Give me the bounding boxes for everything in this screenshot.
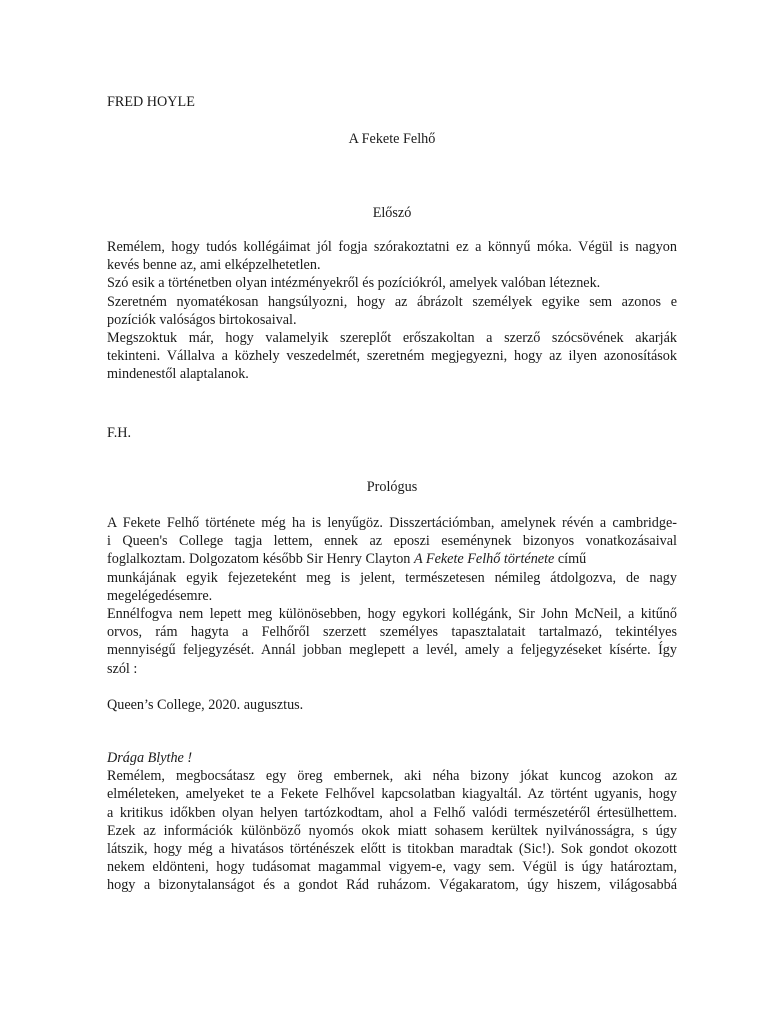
- foreword-line: Szó esik a történetben olyan intézményekről és pozíciókról, amelyek valóban léteznek.: [107, 275, 601, 292]
- letter-line: látszik, hogy még a hivatásos történészek előtt is titokban maradtak (Sic!). Sok gondot okozott: [107, 841, 677, 858]
- prologue-line: című: [557, 551, 587, 568]
- foreword-line: pozíciók valóságos birtokosaival.: [107, 311, 297, 328]
- place-date: Queen’s College, 2020. augusztus.: [107, 697, 304, 713]
- prologue-line: foglalkoztam. Dolgozatom később Sir Henry Clayton: [107, 551, 411, 568]
- letter-line: a kritikus időkben olyan helyen tartózkodtam, ahol a Felhő valódi természetéről értesülhettem.: [107, 804, 677, 821]
- prologue-line: orvos, rám hagyta a Felhőről szerzett személyes tapasztalatait tartalmazó, tekintélyes: [107, 624, 677, 641]
- book-title: A Fekete Felhő: [348, 131, 436, 147]
- foreword-text: [107, 238, 677, 384]
- prologue-line: A Fekete Felhő története még ha is lenyűgöz. Disszertációmban, amelynek révén a cambridge-: [107, 515, 677, 531]
- foreword-line: kevés benne az, ami elképzelhetetlen.: [107, 257, 321, 274]
- letter-line: Remélem, megbocsátasz egy öreg embernek, aki néha bizony jókat kuncog azokon az: [107, 768, 677, 785]
- letter-line: nekem eldönteni, hogy tudásomat magammal vigyem-e, vagy sem. Végül is úgy határoztam,: [107, 859, 677, 876]
- prologue-text: [107, 514, 677, 678]
- prologue-line: mennyiségű feljegyzését. Annál jobban meglepett a levél, amely a feljegyzéseket kísérte. Így: [107, 642, 677, 659]
- letter-line: elméleteken, amelyeket te a Fekete Felhővel kapcsolatban kiagyaltál. Az történt ugyanis, hogy: [107, 786, 677, 803]
- prologue-heading: Prológus: [366, 479, 418, 495]
- foreword-line: Szeretném nyomatékosan hangsúlyozni, hogy az ábrázolt személyek egyike sem azonos e: [107, 293, 677, 310]
- foreword-line: Remélem, hogy tudós kollégáimat jól fogja szórakoztatni ez a könnyű móka. Végül is nagyon: [107, 239, 677, 255]
- prologue-line: i Queen's College tagja lettem, ennek az eposzi eseménynek bizonyos vonatkozásaival: [107, 533, 677, 550]
- author-name: FRED HOYLE: [107, 94, 195, 110]
- letter-line: hogy a bizonytalanságot és a gondot Rád ruházom. Végakaratom, úgy hiszem, világosabbá: [107, 877, 677, 894]
- letter-salutation: Drága Blythe !: [107, 750, 193, 766]
- book-reference-italic: A Fekete Felhő története: [413, 551, 555, 568]
- foreword-line: tekinteni. Vállalva a közhely veszedelmét, szeretném megjegyezni, hogy az ilyen azonosítások: [107, 348, 677, 365]
- foreword-line: Megszoktuk már, hogy valamelyik szereplőt erőszakoltan a szerző szócsövének akarják: [107, 330, 677, 347]
- prologue-line: megelégedésemre.: [107, 587, 213, 604]
- letter-text: [107, 749, 677, 895]
- prologue-line: munkájának egyik fejezeteként meg is jelent, természetesen némileg átdolgozva, de nagy: [107, 569, 677, 586]
- prologue-line: szól :: [107, 660, 138, 677]
- foreword-line: mindenestől alaptalanok.: [107, 366, 249, 383]
- foreword-signature: F.H.: [107, 425, 132, 441]
- foreword-heading: Előszó: [372, 205, 412, 221]
- letter-line: Ezek az információk különböző nyomós okok miatt sohasem kerültek nyilvánosságra, s úgy: [107, 822, 677, 839]
- prologue-line-mixed: [107, 550, 677, 568]
- prologue-line: Ennélfogva nem lepett meg különösebben, hogy egykori kollégánk, Sir John McNeil, a kitűnő: [107, 606, 677, 623]
